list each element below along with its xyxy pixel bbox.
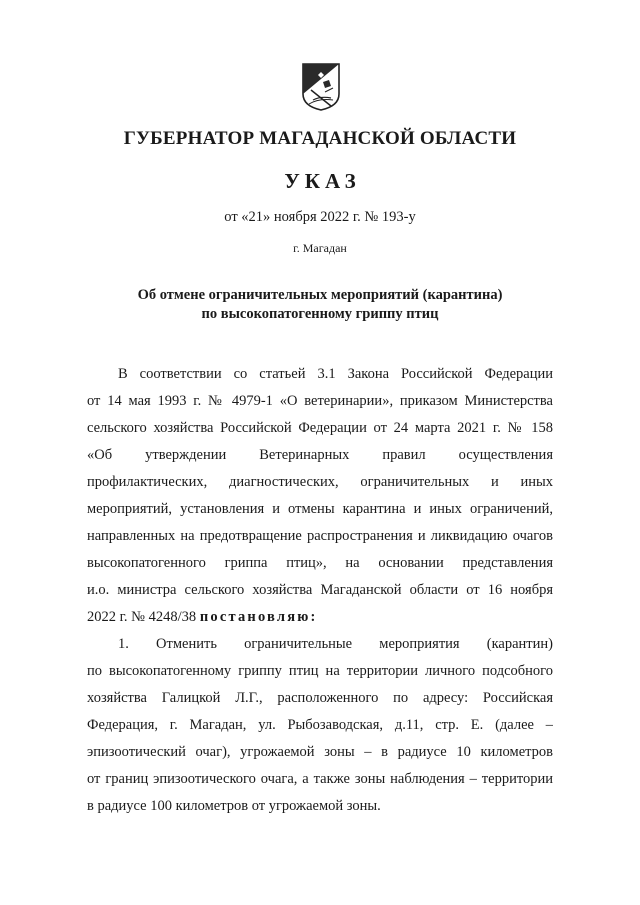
body-line: и.о. министра сельского хозяйства Магаданской области от 16 ноября: [87, 582, 553, 598]
document-title: [0, 286, 640, 324]
body-line: от 14 мая 1993 г. № 4979-1 «О ветеринарии», приказом Министерства: [87, 393, 553, 409]
item-1-line: 1. Отменить ограничительные мероприятия (карантин): [118, 636, 553, 652]
body-line: [87, 609, 553, 626]
body-line: профилактических, диагностических, ограничительных и иных: [87, 474, 553, 490]
title-line: Об отмене ограничительных мероприятий (карантина): [137, 287, 503, 303]
body-line-text: 2022 г. № 4248/38: [87, 609, 200, 625]
coat-of-arms-emblem: [301, 62, 341, 112]
item-1-line: в радиусе 100 километров от угрожаемой зоны.: [87, 798, 381, 814]
item-1-line: от границ эпизоотического очага, а также зоны наблюдения – территории: [87, 771, 553, 787]
body-line: «Об утверждении Ветеринарных правил осуществления: [87, 447, 553, 463]
date-number-line: от «21» ноября 2022 г. № 193-у: [224, 209, 416, 225]
resolution-word: постановляю:: [199, 609, 318, 625]
body-line: мероприятий, установления и отмены карантина и иных ограничений,: [87, 501, 553, 517]
item-1-line: хозяйства Галицкой Л.Г., расположенного по адресу: Российская: [87, 690, 553, 706]
body-line: направленных на предотвращение распространения и ликвидацию очагов: [87, 528, 553, 544]
document-type: УКАЗ: [284, 169, 361, 193]
item-1-line: эпизоотический очаг), угрожаемой зоны – в радиусе 10 километров: [87, 744, 553, 760]
title-line: по высокопатогенному гриппу птиц: [201, 306, 439, 322]
item-1-line: по высокопатогенному гриппу птиц на территории личного подсобного: [87, 663, 553, 679]
issuer-heading: ГУБЕРНАТОР МАГАДАНСКОЙ ОБЛАСТИ: [123, 128, 517, 149]
city-line: г. Магадан: [293, 241, 347, 255]
body-line: сельского хозяйства Российской Федерации от 24 марта 2021 г. № 158: [87, 420, 553, 436]
item-1-line: Федерация, г. Магадан, ул. Рыбозаводская, д.11, стр. Е. (далее –: [87, 717, 553, 733]
body-line: В соответствии со статьей 3.1 Закона Российской Федерации: [118, 366, 553, 382]
body-line: высокопатогенного гриппа птиц», на основании представления: [87, 555, 553, 571]
